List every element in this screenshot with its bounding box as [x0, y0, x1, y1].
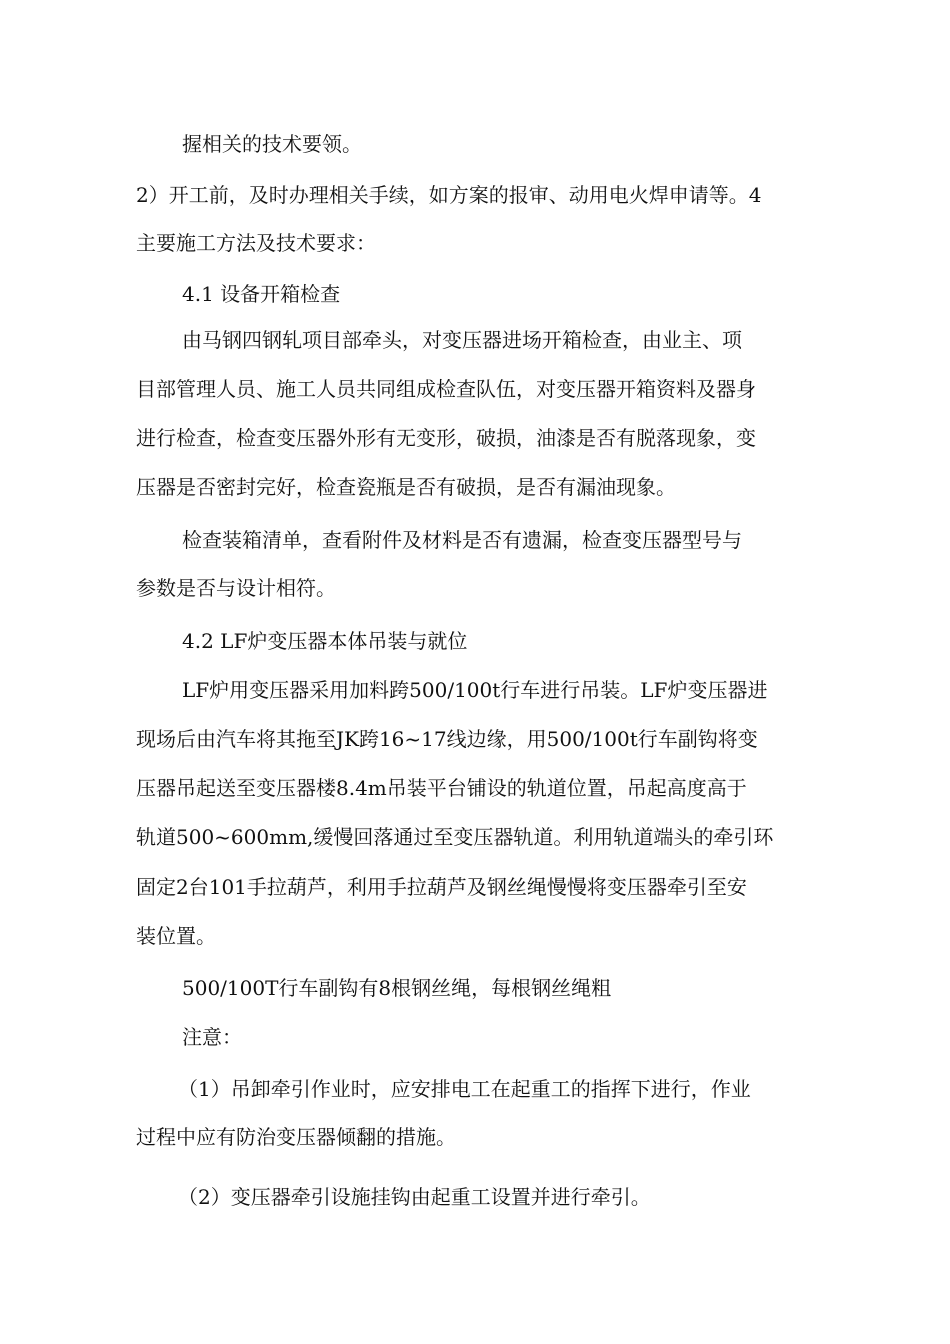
paragraph-line: LF炉用变压器采用加料跨500/100t行车进行吊装。LF炉变压器进	[182, 678, 768, 702]
paragraph-line: 500/100T行车副钩有8根钢丝绳，每根钢丝绳粗	[182, 976, 612, 1000]
subsection-heading: 4.2 LF炉变压器本体吊装与就位	[182, 629, 468, 653]
paragraph-line: 进行检查，检查变压器外形有无变形，破损，油漆是否有脱落现象，变	[136, 426, 756, 450]
subsection-heading: 4.1 设备开箱检查	[182, 282, 341, 306]
note-item-continuation: 过程中应有防治变压器倾翻的措施。	[136, 1125, 456, 1149]
paragraph-line: 装位置。	[136, 924, 216, 948]
note-heading: 注意：	[182, 1025, 242, 1049]
paragraph-line: 由马钢四钢轧项目部牵头，对变压器进场开箱检查，由业主、项	[182, 328, 742, 352]
paragraph-line: 2）开工前，及时办理相关手续，如方案的报审、动用电火焊申请等。4	[136, 183, 762, 207]
paragraph-line: 压器吊起送至变压器楼8.4m吊装平台铺设的轨道位置，吊起高度高于	[136, 776, 747, 800]
section-heading: 主要施工方法及技术要求：	[136, 231, 376, 255]
paragraph-line: 目部管理人员、施工人员共同组成检查队伍，对变压器开箱资料及器身	[136, 377, 756, 401]
paragraph-line: 握相关的技术要领。	[182, 132, 362, 156]
paragraph-line: 检查装箱清单，查看附件及材料是否有遗漏，检查变压器型号与	[182, 528, 742, 552]
paragraph-line: 固定2台101手拉葫芦，利用手拉葫芦及钢丝绳慢慢将变压器牵引至安	[136, 875, 747, 899]
note-item: （2）变压器牵引设施挂钩由起重工设置并进行牵引。	[178, 1185, 651, 1209]
paragraph-line: 参数是否与设计相符。	[136, 576, 336, 600]
paragraph-line: 压器是否密封完好，检查瓷瓶是否有破损，是否有漏油现象。	[136, 475, 676, 499]
note-item: （1）吊卸牵引作业时，应安排电工在起重工的指挥下进行，作业	[178, 1077, 751, 1101]
paragraph-line: 现场后由汽车将其拖至JK跨16~17线边缘，用500/100t行车副钩将变	[136, 727, 758, 751]
paragraph-line: 轨道500~600mm,缓慢回落通过至变压器轨道。利用轨道端头的牵引环	[136, 825, 774, 849]
